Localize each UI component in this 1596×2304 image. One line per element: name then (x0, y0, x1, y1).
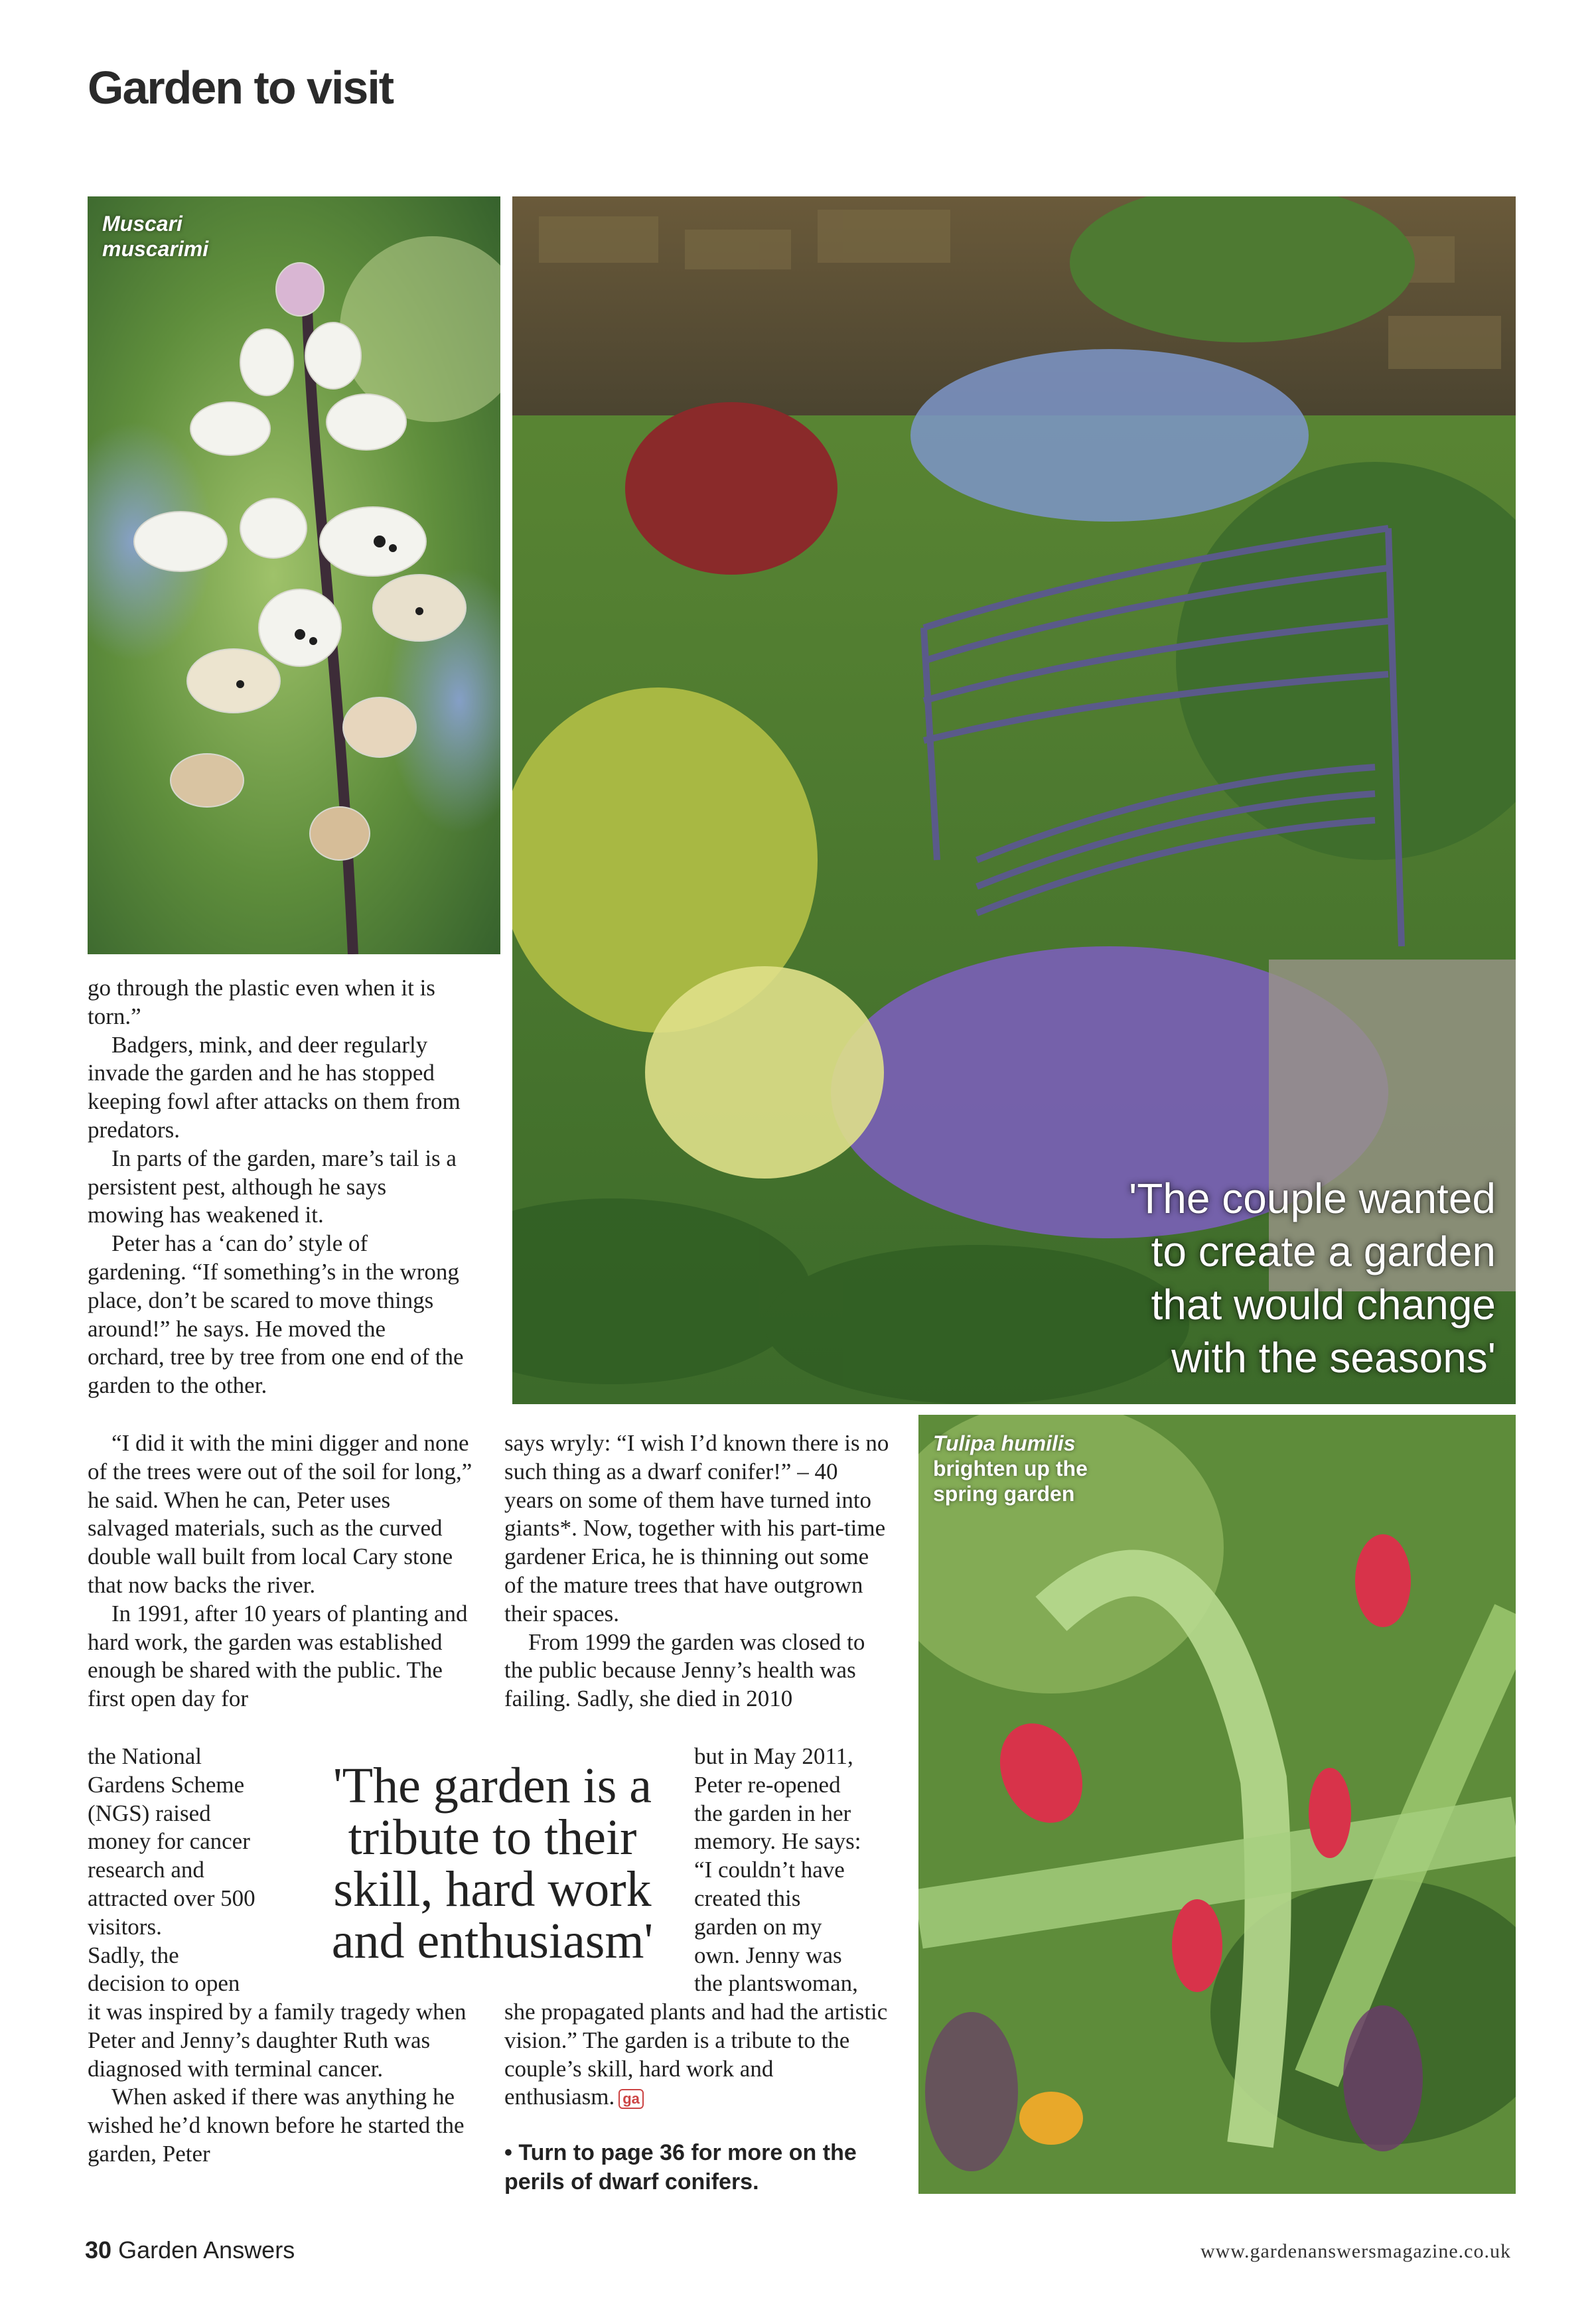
garden-bench-photo (512, 196, 1516, 1404)
tulipa-photo (918, 1415, 1516, 2194)
paragraph: In 1991, after 10 years of planting and hard work, the garden was established enough be shared with the public. The first open day for (88, 1600, 468, 1712)
column1-narrow: the National Gardens Scheme (NGS) raised money for cancer research and attracted over 500 visitors. Sadly, the decision to open (88, 1743, 255, 1997)
ga-logo-icon: ga (618, 2089, 644, 2109)
paragraph: Badgers, mink, and deer regularly invade the garden and he has stopped keeping fowl after attacks on them from predators. (88, 1031, 461, 1143)
muscari-illustration (88, 196, 500, 954)
column1-mid (88, 1429, 472, 1713)
paragraph: go through the plastic even when it is torn.” (88, 975, 435, 1029)
muscari-photo (88, 196, 500, 954)
paragraph: In parts of the garden, mare’s tail is a persistent pest, although he says mowing has weakened it. (88, 1145, 457, 1228)
muscari-caption: Muscari muscarimi (102, 212, 209, 261)
crossref: • Turn to page 36 for more on the perils of dwarf conifers. (504, 2140, 857, 2195)
column2-top (504, 1429, 889, 1713)
paragraph: it was inspired by a family tragedy when Peter and Jenny’s daughter Ruth was diagnosed with terminal cancer. (88, 1999, 467, 2082)
footer-url[interactable]: www.gardenanswersmagazine.co.uk (1200, 2240, 1511, 2262)
column2-bottom (504, 1998, 889, 2112)
footer-left (85, 2236, 295, 2264)
pullquote: 'The garden is a tribute to their skill, hard work and enthusiasm' (331, 1758, 654, 1969)
paragraph: Peter has a ‘can do’ style of gardening. “If something’s in the wrong place, don’t be scared to move things around!” he says. He moved the orchard, tree by tree from one end of the garden to the other. (88, 1230, 464, 1399)
paragraph: When asked if there was anything he wished he’d known before he started the garden, Peter (88, 2084, 465, 2167)
paragraph: says wryly: “I wish I’d known there is no such thing as a dwarf conifer!” – 40 years on some of them have turned into giants*. Now, together with his part-time gardener Erica, he is thinning out some of the mature trees that have outgrown their spaces. (504, 1430, 889, 1626)
section-title: Garden to visit (88, 62, 394, 113)
closing-paragraph: she propagated plants and had the artistic vision.” The garden is a tribute to the couple’s skill, hard work and enthusiasm. (504, 1999, 888, 2110)
column1-top (88, 974, 465, 1400)
column1-bottom (88, 1998, 472, 2169)
paragraph: From 1999 the garden was closed to the public because Jenny’s health was failing. Sadly, she died in 2010 (504, 1628, 865, 1712)
garden-photo-quote: 'The couple wanted to create a garden that would change with the seasons' (1128, 1175, 1496, 1382)
tulipa-caption: Tulipa humilis brighten up the spring garden (933, 1431, 1088, 1506)
paragraph: “I did it with the mini digger and none of the trees were out of the soil for long,” he said. When he can, Peter uses salvaged materials, such as the curved double wall built from local Cary stone that now backs the river. (88, 1430, 472, 1598)
column2-narrow: but in May 2011, Peter re-opened the garden in her memory. He says: “I couldn’t have created this garden on my own. Jenny was the plantswoman, (694, 1743, 861, 1997)
tulipa-illustration (918, 1415, 1516, 2194)
magazine-name: Garden Answers (118, 2236, 295, 2264)
page-number: 30 (85, 2236, 112, 2264)
